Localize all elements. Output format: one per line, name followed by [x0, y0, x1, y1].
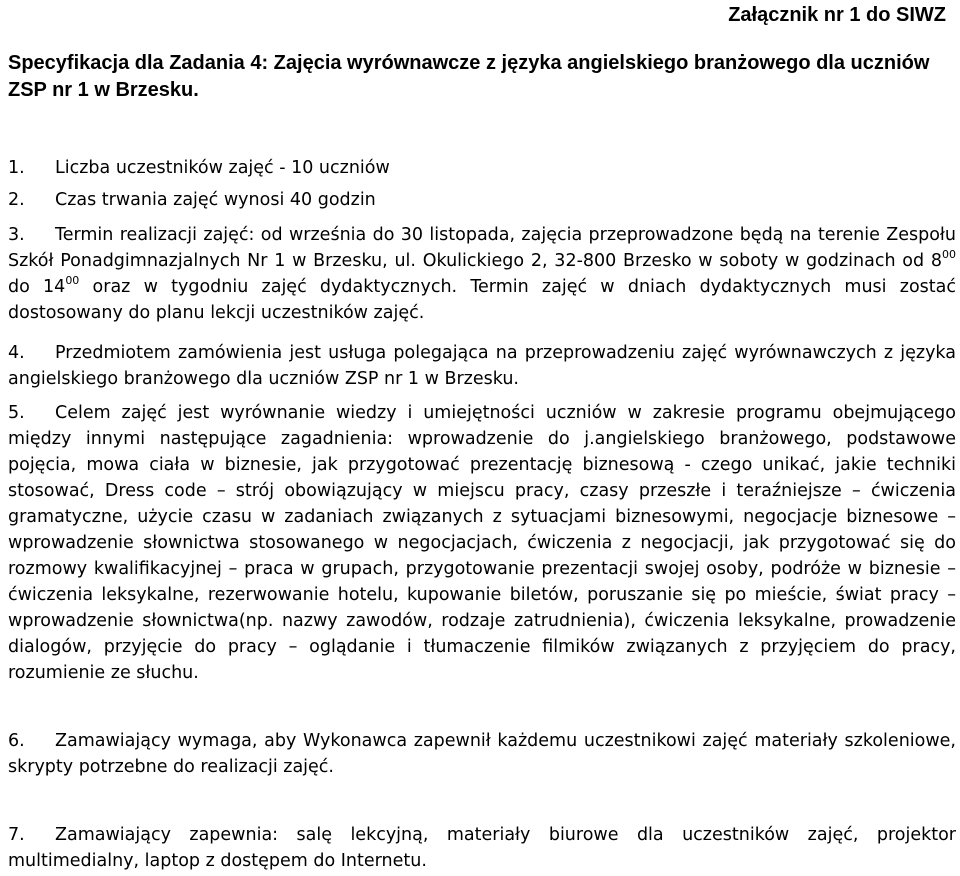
list-text: Zamawiający zapewnia: salę lekcyjną, materiały biurowe dla uczestników zajęć, projektor multimedialny, laptop z dostępem do Internetu. [8, 825, 956, 871]
list-item-3 [8, 222, 956, 326]
list-number: 1. [8, 158, 25, 178]
list-item-5 [8, 400, 956, 686]
list-number: 7. [8, 825, 25, 845]
list-text: Liczba uczestników zajęć - 10 uczniów [55, 158, 390, 178]
list-text-part: oraz w tygodniu zajęć dydaktycznych. Termin zajęć w dniach dydaktycznych musi zostać dostosowany do planu lekcji uczestników zajęć. [8, 277, 956, 323]
document-title: Specyfikacja dla Zadania 4: Zajęcia wyrównawcze z języka angielskiego branżowego dla uczniów ZSP nr 1 w Brzesku. [8, 52, 930, 101]
list-text: Przedmiotem zamówienia jest usługa polegająca na przeprowadzeniu zajęć wyrównawczych z języka angielskiego branżowego dla uczniów ZSP nr 1 w Brzesku. [8, 343, 956, 389]
list-text-part: Termin realizacji zajęć: od września do 30 listopada, zajęcia przeprowadzone będą na terenie Zespołu Szkół Ponadgimnazjalnych Nr 1 w Brzesku, ul. Okulickiego 2, 32-800 Brzesko w soboty w godzinach od 8 [8, 225, 956, 271]
list-text: Czas trwania zajęć wynosi 40 godzin [55, 190, 376, 210]
list-number: 4. [8, 343, 25, 363]
list-number: 2. [8, 190, 25, 210]
superscript: 00 [942, 248, 956, 261]
superscript: 00 [65, 274, 80, 287]
list-number: 3. [8, 225, 25, 245]
list-item-4 [8, 340, 956, 392]
list-item-1 [8, 155, 956, 181]
list-number: 5. [8, 403, 25, 423]
list-text: Celem zajęć jest wyrównanie wiedzy i umiejętności uczniów w zakresie programu obejmującego między innymi następujące zagadnienia: wprowadzenie do j.angielskiego branżowego, podstawowe pojęcia, mowa ciała w biznesie, jak przygotować prezentację biznesową - czego unikać, jakie techniki stosować, Dress code – strój obowiązujący w miejscu pracy, czasy przeszłe i teraźniejsze – ćwiczenia gramatyczne, użycie czasu w zadaniach związanych z sytuacjami biznesowymi, negocjacje biznesowe – wprowadzenie słownictwa stosowanego w negocjacjach, ćwiczenia z negocjacji, jak przygotować się do rozmowy kwalifikacyjnej – praca w grupach, przygotowanie prezentacji swojej osoby, podróże w biznesie – ćwiczenia leksykalne, rezerwowanie hotelu, kupowanie biletów, poruszanie się po mieście, świat pracy – wprowadzenie słownictwa(np. nazwy zawodów, rodzaje zatrudnienia), ćwiczenia leksykalne, prowadzenie dialogów, przyjęcie do pracy – oglądanie i tłumaczenie filmików związanych z przyjęciem do pracy, rozumienie ze słuchu. [8, 403, 956, 683]
list-item-7 [8, 822, 956, 874]
list-text: Zamawiający wymaga, aby Wykonawca zapewnił każdemu uczestnikowi zajęć materiały szkoleniowe, skrypty potrzebne do realizacji zajęć. [8, 731, 956, 777]
list-item-6 [8, 728, 956, 780]
list-text [8, 222, 956, 326]
list-item-2 [8, 187, 956, 213]
list-text-part: do 14 [8, 277, 66, 297]
annex-label: Załącznik nr 1 do SIWZ [728, 4, 946, 26]
list-number: 6. [8, 731, 25, 751]
